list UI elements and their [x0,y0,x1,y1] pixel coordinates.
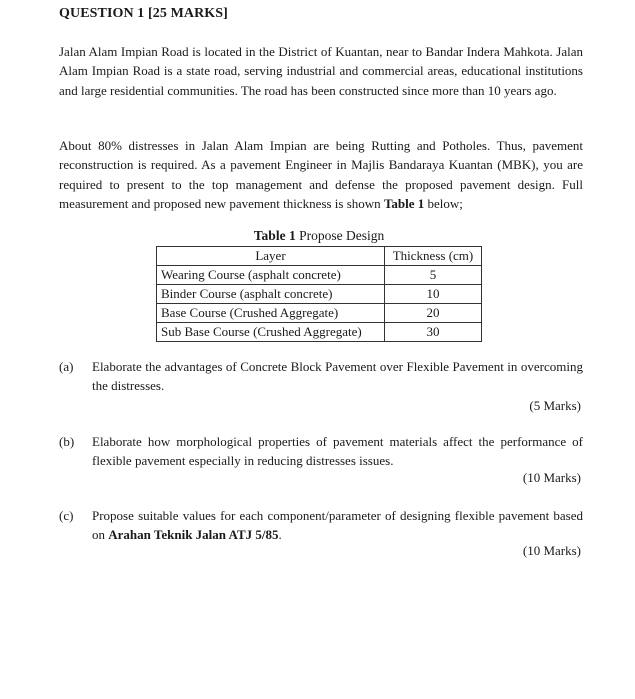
question-c-text-end: . [278,527,282,543]
table-caption [156,228,482,244]
context-paragraph-end: below; [424,195,463,211]
question-c-reference: Arahan Teknik Jalan ATJ 5/85 [108,527,279,543]
question-title: QUESTION 1 [25 MARKS] [59,6,228,21]
intro-paragraph: Jalan Alam Impian Road is located in the District of Kuantan, near to Bandar Indera Mahkota. Jalan Alam Impian Road is a state road, serving industrial and commercial areas, educational institutions and large residential communities. The road has been constructed since more than 10 years ago. [59,44,583,98]
thickness-cell: 5 [385,266,482,285]
context-paragraph-main: About 80% distresses in Jalan Alam Impian are being Rutting and Potholes. Thus, pavement reconstruction is required. As a pavement Engineer in Majlis Bandaraya Kuantan (MBK), you are required to present to the top management and defense the proposed pavement design. Full measurement and proposed new pavement thickness is shown [59,138,583,211]
question-a-marks: (5 Marks) [529,398,581,413]
layer-cell: Wearing Course (asphalt concrete) [157,266,385,285]
layer-cell: Base Course (Crushed Aggregate) [157,304,385,323]
question-c-label: (c) [59,508,74,523]
table-reference: Table 1 [383,195,425,211]
header-thickness: Thickness (cm) [385,247,482,266]
question-c-text-main: Propose suitable values for each component/parameter of designing flexible pavement based on [92,508,583,543]
pavement-design-table [156,246,482,342]
table-header-row [157,247,482,266]
thickness-cell: 20 [385,304,482,323]
table-caption-label: Table 1 [253,228,296,243]
context-paragraph [59,136,583,213]
table-row [157,304,482,323]
question-b-label: (b) [59,434,75,449]
question-a [59,357,583,396]
question-c [59,506,583,545]
thickness-cell: 30 [385,323,482,342]
layer-cell: Sub Base Course (Crushed Aggregate) [157,323,385,342]
question-c-marks: (10 Marks) [522,543,581,558]
question-b-text: Elaborate how morphological properties of pavement materials affect the performance of flexible pavement especially in reducing distresses issues. [92,434,583,469]
question-a-text: Elaborate the advantages of Concrete Block Pavement over Flexible Pavement in overcoming the distresses. [92,359,583,394]
table-row [157,285,482,304]
table-row [157,323,482,342]
question-b-marks: (10 Marks) [522,470,581,485]
thickness-cell: 10 [385,285,482,304]
layer-cell: Binder Course (asphalt concrete) [157,285,385,304]
question-c-text [92,506,583,545]
question-b [59,432,583,471]
question-a-label: (a) [59,359,74,374]
table-row [157,266,482,285]
table-caption-text: Propose Design [295,228,385,243]
header-layer: Layer [157,247,385,266]
